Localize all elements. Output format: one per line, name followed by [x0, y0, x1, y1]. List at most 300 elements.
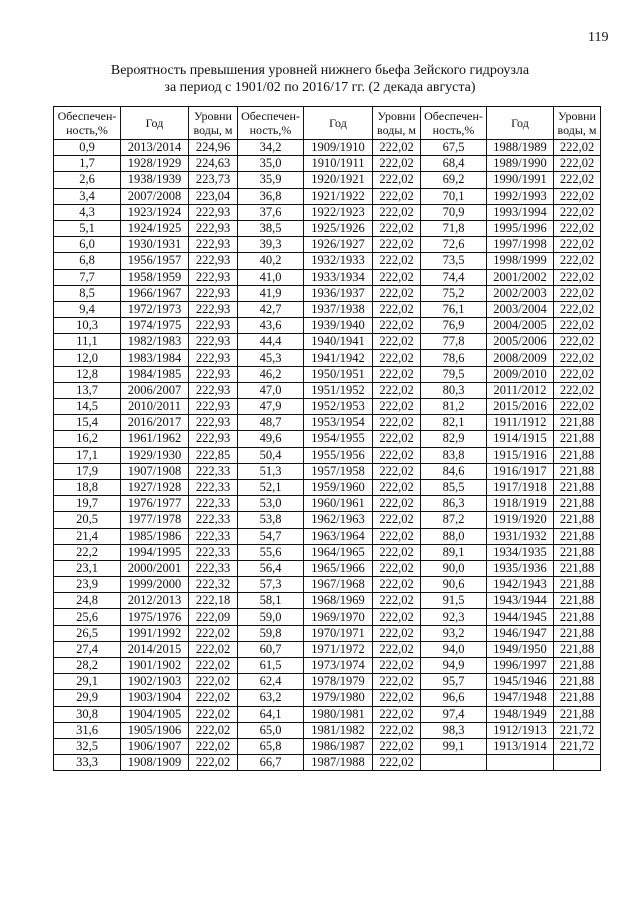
year-cell: 1913/1914: [487, 738, 554, 754]
year-cell: 1978/1979: [304, 674, 373, 690]
year-cell: 1923/1924: [121, 204, 189, 220]
year-cell: 1957/1958: [304, 463, 373, 479]
year-cell: 1911/1912: [487, 415, 554, 431]
year-cell: 2011/2012: [487, 382, 554, 398]
level-cell: 222,33: [189, 560, 238, 576]
year-cell: 1944/1945: [487, 609, 554, 625]
level-cell: 222,33: [189, 479, 238, 495]
level-cell: 221,88: [554, 674, 601, 690]
table-row: [54, 188, 601, 204]
level-cell: 222,02: [189, 674, 238, 690]
table-row: [54, 382, 601, 398]
level-cell: 222,02: [373, 658, 421, 674]
table-row: [54, 463, 601, 479]
table-row: [54, 528, 601, 544]
year-cell: 1971/1972: [304, 641, 373, 657]
year-cell: 1972/1973: [121, 301, 189, 317]
year-cell: 1917/1918: [487, 479, 554, 495]
level-cell: 222,85: [189, 447, 238, 463]
probability-cell: 42,7: [238, 301, 304, 317]
probability-cell: 1,7: [54, 156, 121, 172]
table-row: [54, 447, 601, 463]
table-row: [54, 220, 601, 236]
level-cell: 222,02: [373, 609, 421, 625]
table-row: [54, 512, 601, 528]
probability-cell: 10,3: [54, 318, 121, 334]
year-cell: 2009/2010: [487, 366, 554, 382]
level-cell: 223,73: [189, 172, 238, 188]
probability-cell: 83,8: [421, 447, 487, 463]
table-row: [54, 625, 601, 641]
level-cell: 222,93: [189, 399, 238, 415]
level-cell: 222,02: [554, 350, 601, 366]
level-cell: 222,02: [373, 593, 421, 609]
probability-cell: 47,0: [238, 382, 304, 398]
probability-cell: 60,7: [238, 641, 304, 657]
probability-cell: 70,9: [421, 204, 487, 220]
table-row: [54, 140, 601, 156]
probability-cell: 51,3: [238, 463, 304, 479]
table-row: [54, 269, 601, 285]
probability-cell: 69,2: [421, 172, 487, 188]
year-cell: 1909/1910: [304, 140, 373, 156]
level-cell: 222,02: [373, 738, 421, 754]
level-cell: 222,02: [373, 399, 421, 415]
year-cell: 2005/2006: [487, 334, 554, 350]
header-year: Год: [121, 107, 189, 140]
probability-cell: 65,8: [238, 738, 304, 754]
probability-cell: 58,1: [238, 593, 304, 609]
level-cell: 222,93: [189, 269, 238, 285]
probability-cell: 98,3: [421, 722, 487, 738]
probability-cell: 79,5: [421, 366, 487, 382]
year-cell: 1903/1904: [121, 690, 189, 706]
probability-cell: [421, 755, 487, 771]
year-cell: 1927/1928: [121, 479, 189, 495]
level-cell: 222,02: [373, 140, 421, 156]
year-cell: 1946/1947: [487, 625, 554, 641]
level-cell: 222,02: [373, 318, 421, 334]
level-cell: 222,02: [189, 658, 238, 674]
level-cell: 222,02: [554, 285, 601, 301]
level-cell: 222,02: [554, 188, 601, 204]
probability-cell: 81,2: [421, 399, 487, 415]
level-cell: 222,02: [554, 140, 601, 156]
table-row: [54, 253, 601, 269]
year-cell: 2006/2007: [121, 382, 189, 398]
year-cell: 1904/1905: [121, 706, 189, 722]
table-row: [54, 577, 601, 593]
probability-cell: 66,7: [238, 755, 304, 771]
probability-cell: 49,6: [238, 431, 304, 447]
year-cell: 1902/1903: [121, 674, 189, 690]
level-cell: 222,02: [373, 269, 421, 285]
probability-cell: 55,6: [238, 544, 304, 560]
table-row: [54, 285, 601, 301]
year-cell: 1936/1937: [304, 285, 373, 301]
header-level: Уровни воды, м: [373, 107, 421, 140]
year-cell: 1916/1917: [487, 463, 554, 479]
level-cell: 221,88: [554, 609, 601, 625]
probability-cell: 64,1: [238, 706, 304, 722]
probability-cell: 74,4: [421, 269, 487, 285]
probability-cell: 29,9: [54, 690, 121, 706]
year-cell: 1952/1953: [304, 399, 373, 415]
probability-cell: 41,9: [238, 285, 304, 301]
year-cell: 1942/1943: [487, 577, 554, 593]
year-cell: 1941/1942: [304, 350, 373, 366]
level-cell: 221,88: [554, 447, 601, 463]
year-cell: 1996/1997: [487, 658, 554, 674]
probability-cell: 71,8: [421, 220, 487, 236]
year-cell: 1924/1925: [121, 220, 189, 236]
probability-cell: 91,5: [421, 593, 487, 609]
probability-cell: 2,6: [54, 172, 121, 188]
probability-cell: 35,9: [238, 172, 304, 188]
year-cell: 1991/1992: [121, 625, 189, 641]
level-cell: 222,02: [373, 188, 421, 204]
year-cell: 1963/1964: [304, 528, 373, 544]
level-cell: 222,02: [373, 204, 421, 220]
year-cell: 2013/2014: [121, 140, 189, 156]
year-cell: 1977/1978: [121, 512, 189, 528]
table-row: [54, 755, 601, 771]
year-cell: 1990/1991: [487, 172, 554, 188]
probability-cell: 34,2: [238, 140, 304, 156]
probability-cell: 73,5: [421, 253, 487, 269]
level-cell: 222,02: [373, 350, 421, 366]
level-cell: 222,93: [189, 431, 238, 447]
table-row: [54, 593, 601, 609]
level-cell: 221,88: [554, 512, 601, 528]
probability-cell: 30,8: [54, 706, 121, 722]
year-cell: 2010/2011: [121, 399, 189, 415]
year-cell: 1932/1933: [304, 253, 373, 269]
year-cell: 1926/1927: [304, 237, 373, 253]
year-cell: 1940/1941: [304, 334, 373, 350]
year-cell: 1939/1940: [304, 318, 373, 334]
level-cell: 224,96: [189, 140, 238, 156]
probability-cell: 99,1: [421, 738, 487, 754]
table-row: [54, 544, 601, 560]
year-cell: 1980/1981: [304, 706, 373, 722]
probability-cell: 78,6: [421, 350, 487, 366]
year-cell: 1906/1907: [121, 738, 189, 754]
level-cell: 222,02: [373, 674, 421, 690]
year-cell: 1967/1968: [304, 577, 373, 593]
level-cell: 222,02: [554, 253, 601, 269]
level-cell: 222,02: [373, 172, 421, 188]
level-cell: 222,02: [554, 156, 601, 172]
probability-cell: 59,0: [238, 609, 304, 625]
level-cell: 222,32: [189, 577, 238, 593]
level-cell: 222,33: [189, 544, 238, 560]
level-cell: 222,02: [373, 253, 421, 269]
probability-cell: 57,3: [238, 577, 304, 593]
level-cell: 222,02: [554, 301, 601, 317]
probability-cell: 41,0: [238, 269, 304, 285]
probability-cell: 75,2: [421, 285, 487, 301]
table-row: [54, 366, 601, 382]
table-row: [54, 301, 601, 317]
table-row: [54, 690, 601, 706]
year-cell: 1961/1962: [121, 431, 189, 447]
level-cell: 222,02: [189, 641, 238, 657]
probability-cell: 6,8: [54, 253, 121, 269]
year-cell: 2008/2009: [487, 350, 554, 366]
table-row: [54, 706, 601, 722]
year-cell: 2012/2013: [121, 593, 189, 609]
probability-cell: 97,4: [421, 706, 487, 722]
probability-cell: 12,8: [54, 366, 121, 382]
level-cell: 222,02: [554, 366, 601, 382]
level-cell: 221,72: [554, 738, 601, 754]
probability-cell: 37,6: [238, 204, 304, 220]
probability-cell: 22,2: [54, 544, 121, 560]
year-cell: 1979/1980: [304, 690, 373, 706]
year-cell: 1931/1932: [487, 528, 554, 544]
level-cell: 222,02: [373, 415, 421, 431]
level-cell: 222,18: [189, 593, 238, 609]
level-cell: 222,02: [373, 431, 421, 447]
probability-cell: 32,5: [54, 738, 121, 754]
level-cell: 222,02: [373, 577, 421, 593]
probability-cell: 90,0: [421, 560, 487, 576]
year-cell: 1951/1952: [304, 382, 373, 398]
probability-cell: 36,8: [238, 188, 304, 204]
level-cell: 221,88: [554, 479, 601, 495]
probability-cell: 25,6: [54, 609, 121, 625]
level-cell: 222,93: [189, 285, 238, 301]
probability-cell: 77,8: [421, 334, 487, 350]
probability-cell: 19,7: [54, 496, 121, 512]
year-cell: 1949/1950: [487, 641, 554, 657]
level-cell: 222,02: [554, 269, 601, 285]
page-number: 119: [588, 30, 609, 45]
year-cell: 1910/1911: [304, 156, 373, 172]
level-cell: 222,93: [189, 237, 238, 253]
probability-cell: 18,8: [54, 479, 121, 495]
probability-cell: 85,5: [421, 479, 487, 495]
level-cell: 222,02: [373, 463, 421, 479]
probability-cell: 21,4: [54, 528, 121, 544]
probability-cell: 72,6: [421, 237, 487, 253]
level-cell: 221,88: [554, 690, 601, 706]
probability-cell: 17,1: [54, 447, 121, 463]
probability-cell: 11,1: [54, 334, 121, 350]
probability-cell: 56,4: [238, 560, 304, 576]
probability-cell: 54,7: [238, 528, 304, 544]
probability-cell: 92,3: [421, 609, 487, 625]
probability-cell: 27,4: [54, 641, 121, 657]
year-cell: 1934/1935: [487, 544, 554, 560]
year-cell: 1984/1985: [121, 366, 189, 382]
table-body: [54, 140, 601, 771]
probability-cell: 70,1: [421, 188, 487, 204]
level-cell: 222,93: [189, 382, 238, 398]
probability-cell: 82,9: [421, 431, 487, 447]
year-cell: 1981/1982: [304, 722, 373, 738]
document-title: [40, 62, 600, 96]
year-cell: 1953/1954: [304, 415, 373, 431]
level-cell: 222,02: [373, 755, 421, 771]
probability-cell: 23,1: [54, 560, 121, 576]
year-cell: 1956/1957: [121, 253, 189, 269]
level-cell: 222,02: [373, 285, 421, 301]
level-cell: 221,88: [554, 431, 601, 447]
year-cell: 1997/1998: [487, 237, 554, 253]
year-cell: 1973/1974: [304, 658, 373, 674]
level-cell: 222,93: [189, 415, 238, 431]
level-cell: 222,02: [373, 706, 421, 722]
probability-cell: 52,1: [238, 479, 304, 495]
level-cell: 222,93: [189, 318, 238, 334]
level-cell: 222,02: [373, 528, 421, 544]
table-row: [54, 334, 601, 350]
year-cell: 1933/1934: [304, 269, 373, 285]
year-cell: 1970/1971: [304, 625, 373, 641]
table-row: [54, 479, 601, 495]
level-cell: 222,33: [189, 463, 238, 479]
year-cell: 1987/1988: [304, 755, 373, 771]
year-cell: 1938/1939: [121, 172, 189, 188]
probability-cell: 33,3: [54, 755, 121, 771]
year-cell: 2014/2015: [121, 641, 189, 657]
level-cell: 222,02: [189, 722, 238, 738]
level-cell: 222,02: [373, 301, 421, 317]
probability-cell: 80,3: [421, 382, 487, 398]
level-cell: 222,02: [373, 641, 421, 657]
header-probability: Обеспечен- ность,%: [54, 107, 121, 140]
level-cell: 222,02: [189, 738, 238, 754]
probability-cell: 24,8: [54, 593, 121, 609]
year-cell: 1955/1956: [304, 447, 373, 463]
probability-cell: 13,7: [54, 382, 121, 398]
table-row: [54, 204, 601, 220]
probability-cell: 26,5: [54, 625, 121, 641]
year-cell: 1962/1963: [304, 512, 373, 528]
level-cell: 222,02: [373, 544, 421, 560]
probability-cell: 8,5: [54, 285, 121, 301]
level-cell: 222,02: [373, 479, 421, 495]
level-cell: 222,02: [554, 220, 601, 236]
probability-cell: 87,2: [421, 512, 487, 528]
header-level: Уровни воды, м: [189, 107, 238, 140]
year-cell: 1929/1930: [121, 447, 189, 463]
level-cell: 222,02: [373, 690, 421, 706]
probability-cell: 93,2: [421, 625, 487, 641]
level-cell: 224,63: [189, 156, 238, 172]
table-row: [54, 674, 601, 690]
year-cell: 1988/1989: [487, 140, 554, 156]
table-row: [54, 609, 601, 625]
level-cell: 221,88: [554, 528, 601, 544]
year-cell: 1925/1926: [304, 220, 373, 236]
table-row: [54, 237, 601, 253]
header-year: Год: [304, 107, 373, 140]
year-cell: 2015/2016: [487, 399, 554, 415]
year-cell: 1960/1961: [304, 496, 373, 512]
probability-cell: 7,7: [54, 269, 121, 285]
year-cell: 2002/2003: [487, 285, 554, 301]
probability-cell: 50,4: [238, 447, 304, 463]
probability-cell: 63,2: [238, 690, 304, 706]
level-cell: 221,88: [554, 577, 601, 593]
level-cell: 222,02: [554, 382, 601, 398]
level-cell: 221,88: [554, 593, 601, 609]
level-cell: 222,02: [373, 220, 421, 236]
level-cell: 221,88: [554, 496, 601, 512]
year-cell: 1915/1916: [487, 447, 554, 463]
year-cell: 1989/1990: [487, 156, 554, 172]
level-cell: 221,88: [554, 706, 601, 722]
probability-cell: 28,2: [54, 658, 121, 674]
level-cell: 222,93: [189, 366, 238, 382]
table-row: [54, 722, 601, 738]
year-cell: 1950/1951: [304, 366, 373, 382]
level-cell: 222,02: [373, 512, 421, 528]
probability-cell: 82,1: [421, 415, 487, 431]
header-row: [54, 107, 601, 140]
year-cell: 2007/2008: [121, 188, 189, 204]
table-row: [54, 399, 601, 415]
year-cell: 1907/1908: [121, 463, 189, 479]
year-cell: 1959/1960: [304, 479, 373, 495]
probability-cell: 59,8: [238, 625, 304, 641]
level-cell: 222,93: [189, 204, 238, 220]
level-cell: 222,02: [373, 156, 421, 172]
probability-cell: 44,4: [238, 334, 304, 350]
header-probability: Обеспечен- ность,%: [238, 107, 304, 140]
year-cell: 1947/1948: [487, 690, 554, 706]
level-cell: 222,02: [373, 625, 421, 641]
year-cell: 1966/1967: [121, 285, 189, 301]
probability-table: [53, 106, 601, 771]
level-cell: 221,88: [554, 560, 601, 576]
level-cell: [554, 755, 601, 771]
year-cell: 1928/1929: [121, 156, 189, 172]
probability-cell: 89,1: [421, 544, 487, 560]
title-line-2: за период с 1901/02 по 2016/17 гг. (2 декада августа): [164, 80, 476, 95]
year-cell: 1969/1970: [304, 609, 373, 625]
probability-cell: 65,0: [238, 722, 304, 738]
probability-cell: 94,9: [421, 658, 487, 674]
probability-cell: 14,5: [54, 399, 121, 415]
level-cell: 223,04: [189, 188, 238, 204]
probability-cell: 84,6: [421, 463, 487, 479]
level-cell: 222,02: [554, 318, 601, 334]
table-row: [54, 431, 601, 447]
probability-cell: 29,1: [54, 674, 121, 690]
year-cell: 1993/1994: [487, 204, 554, 220]
table-row: [54, 318, 601, 334]
year-cell: [487, 755, 554, 771]
level-cell: 222,33: [189, 528, 238, 544]
level-cell: 221,88: [554, 415, 601, 431]
year-cell: 1930/1931: [121, 237, 189, 253]
probability-cell: 94,0: [421, 641, 487, 657]
probability-cell: 23,9: [54, 577, 121, 593]
level-cell: 222,33: [189, 496, 238, 512]
year-cell: 1994/1995: [121, 544, 189, 560]
year-cell: 1985/1986: [121, 528, 189, 544]
year-cell: 1918/1919: [487, 496, 554, 512]
table-row: [54, 496, 601, 512]
probability-cell: 86,3: [421, 496, 487, 512]
level-cell: 222,02: [373, 382, 421, 398]
level-cell: 222,02: [554, 399, 601, 415]
year-cell: 2003/2004: [487, 301, 554, 317]
